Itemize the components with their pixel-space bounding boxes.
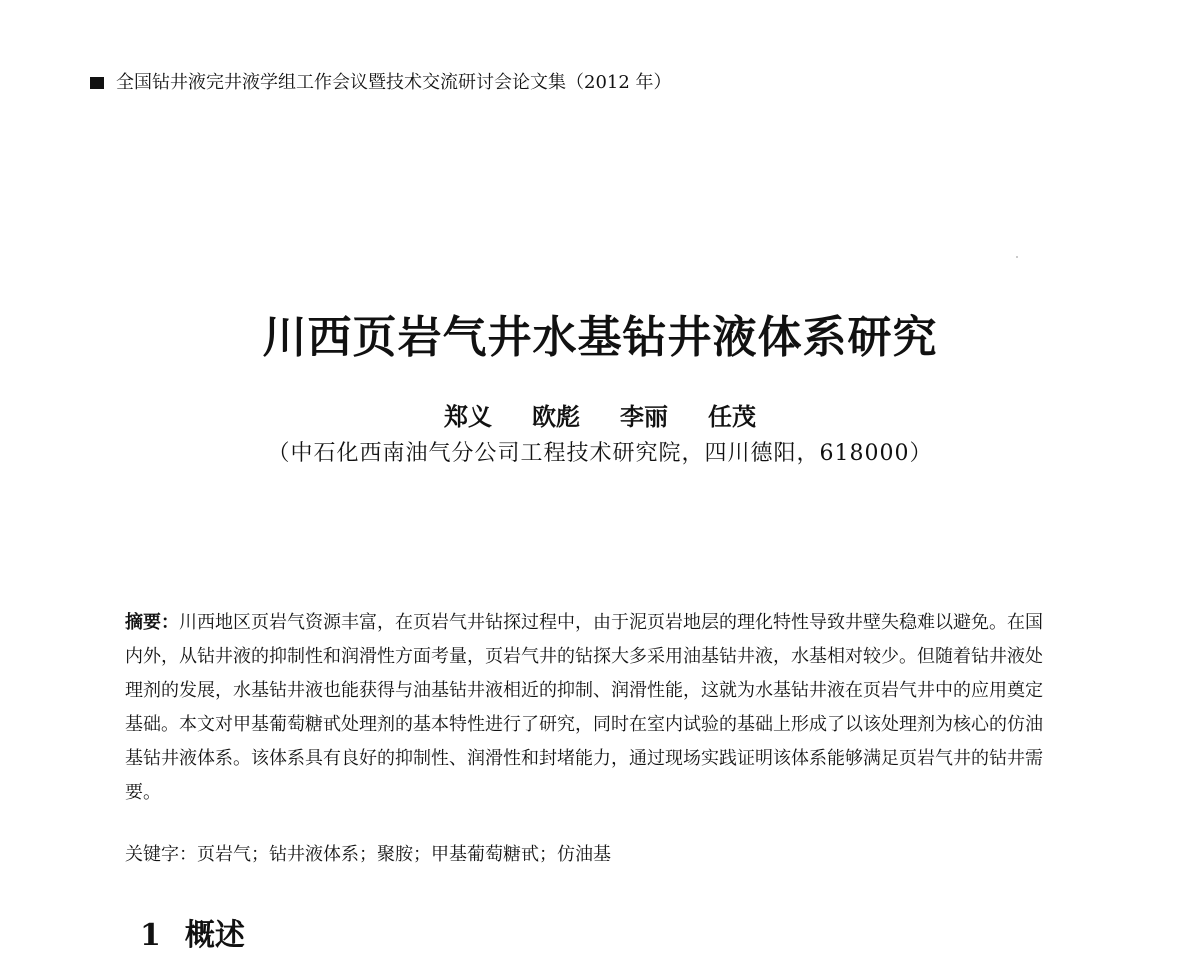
author-name: 李丽 — [620, 402, 668, 431]
keywords: 关键字：页岩气；钻井液体系；聚胺；甲基葡萄糖甙；仿油基 — [125, 844, 611, 865]
author-name: 欧彪 — [532, 402, 580, 431]
paper-title: 川西页岩气井水基钻井液体系研究 — [262, 312, 938, 363]
header-square-icon — [90, 77, 104, 89]
author-affiliation: （中石化西南油气分公司工程技术研究院，四川德阳，618000） — [267, 441, 933, 466]
abstract-text: 川西地区页岩气资源丰富，在页岩气井钻探过程中，由于泥页岩地层的理化特性导致井壁失稳难以避免。在国内外，从钻井液的抑制性和润滑性方面考量，页岩气井的钻探大多采用油基钻井液，水基相对较少。但随着钻井液处理剂的发展，水基钻井液也能获得与油基钻井液相近的抑制、润滑性能，这就为水基钻井液在页岩气井中的应用奠定基础。本文对甲基葡萄糖甙处理剂的基本特性进行了研究，同时在室内试验的基础上形成了以该处理剂为核心的仿油基钻井液体系。该体系具有良好的抑制性、润滑性和封堵能力，通过现场实践证明该体系能够满足页岩气井的钻井需要。 — [125, 612, 1043, 803]
section-number: 1 — [140, 918, 161, 953]
running-header-title: 全国钻井液完井液学组工作会议暨技术交流研讨会论文集（2012 年） — [116, 72, 672, 93]
abstract-label: 摘要： — [125, 612, 179, 633]
author-name: 郑义 — [444, 402, 492, 431]
scan-speck — [1016, 256, 1018, 258]
abstract — [125, 606, 1060, 810]
author-list — [0, 400, 1200, 434]
running-header — [90, 70, 672, 96]
section-title: 概述 — [184, 918, 245, 953]
section-heading — [140, 916, 245, 956]
author-name: 任茂 — [708, 402, 756, 431]
